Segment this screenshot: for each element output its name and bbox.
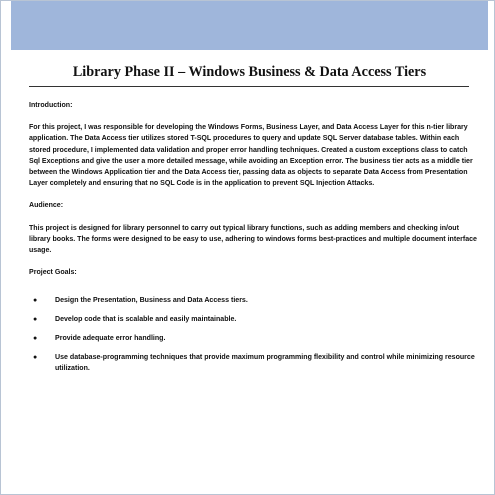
goal-text: Develop code that is scalable and easily maintainable. — [55, 316, 237, 324]
list-item — [29, 314, 477, 325]
audience-heading: Audience: — [29, 202, 64, 210]
audience-paragraph: This project is designed for library personnel to carry out typical library functions, such as adding members and checking in/out library books. The forms were designed to be easy to use, adhering to windows forms best-practices and multiple document interface usage. — [29, 224, 477, 255]
project-goals-heading: Project Goals: — [29, 269, 77, 277]
list-item — [29, 333, 477, 344]
bullet-icon: ● — [33, 334, 38, 342]
document-title: Library Phase II – Windows Business & Data Access Tiers — [72, 64, 427, 80]
goal-text: Design the Presentation, Business and Data Access tiers. — [55, 297, 248, 305]
bullet-icon: ● — [33, 297, 38, 305]
document-body — [29, 100, 477, 381]
introduction-heading: Introduction: — [29, 102, 73, 109]
list-item — [29, 295, 477, 306]
header-band — [11, 1, 488, 50]
project-goals-list — [29, 295, 477, 374]
bullet-icon: ● — [33, 353, 38, 361]
goal-text: Provide adequate error handling. — [55, 334, 166, 342]
introduction-paragraph: For this project, I was responsible for developing the Windows Forms, Business Layer, and Data Access Layer for this n-tier library application. The Data Access tier utilizes stored T-SQL procedures to query and update SQL Server database tables. Within each stored procedure, I implemented data validation and proper error handling techniques. Created a custom exceptions class to catch Sql Exceptions and give the user a more detailed message, while avoiding an Exception error. The business tier acts as a middle tier between the Windows Application tier and the Data Access tier, passing data as objects to separate Data Access from Presentation Layer completely and ensuring that no SQL Code is in the application to prevent SQL Injection Attacks. — [29, 124, 473, 188]
title-underline — [29, 86, 469, 87]
list-item — [29, 352, 477, 374]
bullet-icon: ● — [33, 316, 38, 324]
goal-text: Use database-programming techniques that provide maximum programming flexibility and control while minimizing resource utilization. — [55, 353, 475, 372]
